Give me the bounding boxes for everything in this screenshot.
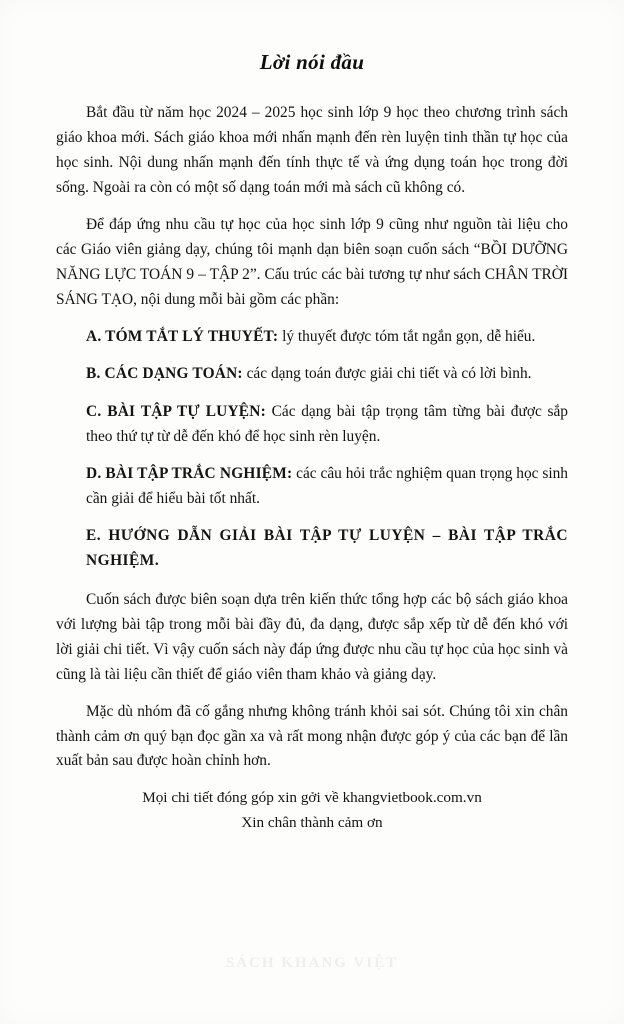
- list-item: [56, 400, 568, 449]
- section-label-c: C. BÀI TẬP TỰ LUYỆN:: [86, 402, 266, 420]
- intro-paragraph-1: Bắt đầu từ năm học 2024 – 2025 học sinh lớp 9 học theo chương trình sách giáo khoa mới. Sách giáo khoa mới nhấn mạnh đến rèn luyện tinh thần tự học của học sinh. Nội dung nhấn mạnh đến tính thực tế và ứng dụng toán học trong đời sống. Ngoài ra còn có một số dạng toán mới mà sách cũ không có.: [56, 104, 568, 196]
- watermark-text: SÁCH KHANG VIỆT: [225, 955, 399, 971]
- list-item: [56, 524, 568, 573]
- section-list: [56, 325, 568, 574]
- page-title: Lời nói đầu: [259, 50, 365, 74]
- closing-paragraph-1: Cuốn sách được biên soạn dựa trên kiến thức tổng hợp các bộ sách giáo khoa với lượng bài tập trong mỗi bài đầy đủ, đa dạng, được sắp xếp từ dễ đến khó với lời giải chi tiết. Vì vậy cuốn sách này đáp ứng được nhu cầu tự học của học sinh và cũng là tài liệu cần thiết để giáo viên tham khảo và giảng dạy.: [56, 590, 569, 683]
- section-label-d: D. BÀI TẬP TRẮC NGHIỆM:: [86, 465, 293, 483]
- list-item: [56, 362, 568, 387]
- intro-paragraph-2: Để đáp ứng nhu cầu tự học của học sinh lớp 9 cũng như nguồn tài liệu cho các Giáo viên giảng dạy, chúng tôi mạnh dạn biên soạn cuốn sách “BỒI DƯỠNG NĂNG LỰC TOÁN 9 – TẬP 2”. Cấu trúc các bài tương tự như sách CHÂN TRỜI SÁNG TẠO, nội dung mỗi bài gồm các phần:: [56, 215, 568, 308]
- section-text-a: lý thuyết được tóm tắt ngắn gọn, dễ hiểu.: [278, 327, 536, 345]
- list-item: [56, 325, 568, 350]
- closing-block: [56, 588, 568, 775]
- section-text-b: các dạng toán được giải chi tiết và có lời bình.: [242, 365, 532, 383]
- section-text-c: Các dạng bài tập trọng tâm từng bài được sắp theo thứ tự từ dễ đến khó để học sinh rèn luyện.: [86, 402, 568, 445]
- section-label-b: B. CÁC DẠNG TOÁN:: [86, 365, 243, 383]
- section-text-d: các câu hỏi trắc nghiệm quan trọng học sinh cần giải để hiểu bài tốt nhất.: [86, 465, 568, 507]
- section-label-a: A. TÓM TẮT LÝ THUYẾT:: [86, 327, 279, 345]
- list-item: [56, 462, 568, 511]
- contact-line-thanks: Xin chân thành cảm ơn: [241, 813, 383, 831]
- closing-paragraph-2: Mặc dù nhóm đã cố gắng nhưng không tránh khỏi sai sót. Chúng tôi xin chân thành cảm ơn quý bạn đọc gần xa và rất mong nhận được góp ý của các bạn để lần xuất bản sau được hoàn chỉnh hơn.: [56, 702, 568, 770]
- section-label-e: E. HƯỚNG DẪN GIẢI BÀI TẬP TỰ LUYỆN – BÀI TẬP TRẮC NGHIỆM.: [86, 527, 568, 570]
- contact-line-website: Mọi chi tiết đóng góp xin gởi về khangvietbook.com.vn: [142, 789, 482, 807]
